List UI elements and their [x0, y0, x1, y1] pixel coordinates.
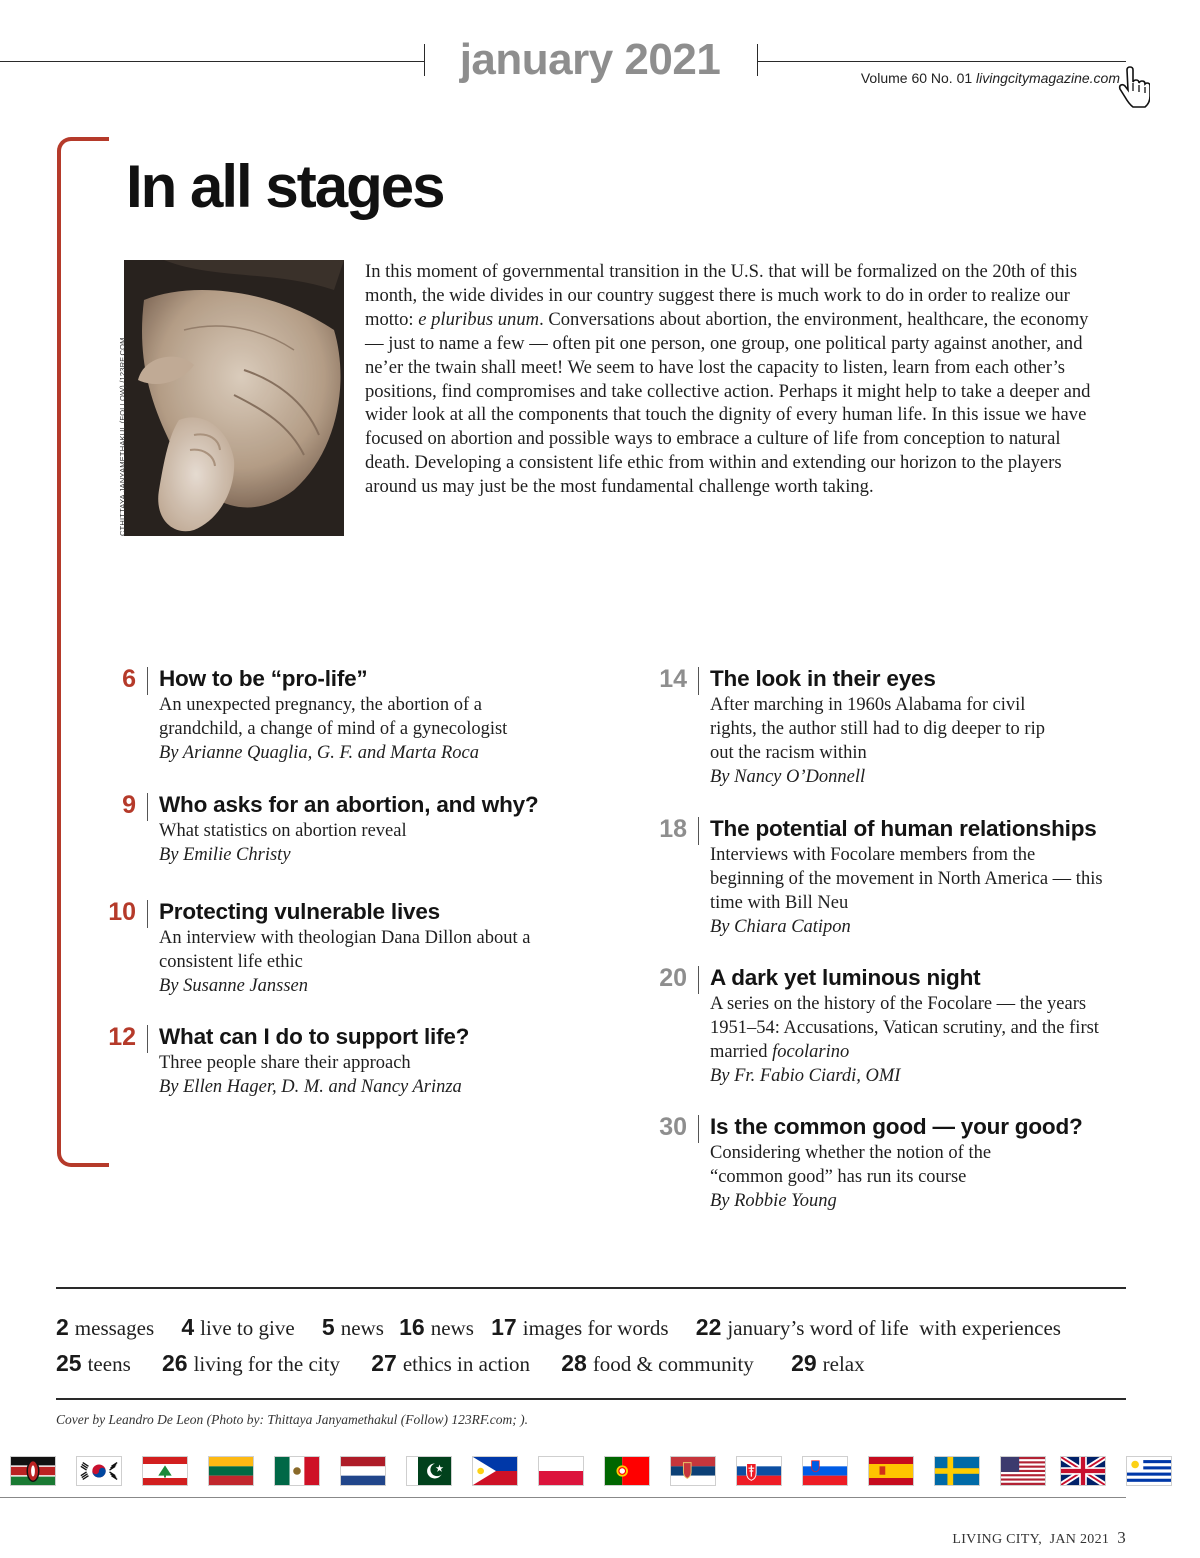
toc-author: By Fr. Fabio Ciardi, OMI — [710, 1066, 901, 1086]
uk-flag — [1060, 1456, 1106, 1486]
kenya-flag — [10, 1456, 56, 1486]
page-number: 3 — [1117, 1528, 1126, 1547]
department-page: 2 — [56, 1314, 69, 1340]
page-footer — [952, 1528, 1126, 1548]
department-page: 28 — [561, 1350, 587, 1376]
toc-title[interactable]: A dark yet luminous night — [710, 965, 981, 990]
slovenia-flag — [802, 1456, 848, 1486]
toc-description-italic: focolarino — [772, 1042, 850, 1062]
uruguay-flag — [1126, 1456, 1172, 1486]
department-label: food & community — [592, 1352, 754, 1376]
flag-strip — [0, 1456, 1200, 1488]
department-page: 16 — [399, 1314, 425, 1340]
cover-credit: Cover by Leandro De Leon (Photo by: Thittaya Janyamethakul (Follow) 123RF.com; ). — [56, 1412, 529, 1427]
department-page: 26 — [162, 1350, 188, 1376]
toc-page-number: 18 — [659, 815, 687, 843]
departments-rule-bottom — [56, 1398, 1126, 1400]
department-label: live to give — [200, 1316, 295, 1340]
toc-page-number: 20 — [659, 964, 687, 992]
page-title: In all stages — [126, 153, 444, 220]
department-item[interactable] — [561, 1349, 754, 1378]
toc-page-number: 6 — [122, 665, 136, 693]
intro-text-start: In this moment of governmental transition in the U.S. that will be formalized on the 20th of this month, the wide divides in our country suggest there is much work to do in order to realize our motto: — [365, 261, 1078, 330]
netherlands-flag — [340, 1456, 386, 1486]
department-item[interactable] — [181, 1313, 294, 1342]
toc-divider — [147, 900, 148, 928]
toc-divider — [698, 667, 699, 695]
department-label: images for words — [522, 1316, 669, 1340]
department-page: 29 — [791, 1350, 817, 1376]
toc-author: By Emilie Christy — [159, 845, 291, 865]
serbia-flag — [670, 1456, 716, 1486]
header-tick-right — [757, 44, 758, 76]
toc-title[interactable]: Protecting vulnerable lives — [159, 899, 440, 924]
photo-credit: CTHITTAYA JANYAMETHAKUL (FOLLOW) /123RF.COM — [118, 337, 127, 536]
department-label: living for the city — [193, 1352, 340, 1376]
department-label: messages — [74, 1316, 155, 1340]
lithuania-flag — [208, 1456, 254, 1486]
toc-author: By Robbie Young — [710, 1191, 837, 1211]
toc-description: What statistics on abortion reveal — [159, 821, 407, 841]
footer-rule — [0, 1497, 1126, 1498]
poland-flag — [538, 1456, 584, 1486]
toc-description: Interviews with Focolare members from the beginning of the movement in North America — this time with Bill Neu — [710, 845, 1103, 913]
toc-divider — [698, 966, 699, 994]
department-item[interactable] — [791, 1349, 865, 1378]
toc-title[interactable]: The potential of human relationships — [710, 816, 1097, 841]
sweden-flag — [934, 1456, 980, 1486]
department-item[interactable] — [322, 1313, 384, 1342]
department-label: relax — [822, 1352, 865, 1376]
header-rule-left — [0, 61, 424, 62]
toc-description — [710, 992, 1130, 1064]
toc-page-number: 12 — [108, 1023, 136, 1051]
toc-author: By Arianne Quaglia, G. F. and Marta Roca — [159, 743, 479, 763]
hand-pointer-icon — [1118, 66, 1150, 110]
departments-row-1 — [56, 1313, 1061, 1342]
toc-author: By Susanne Janssen — [159, 976, 308, 996]
toc-title[interactable]: Is the common good — your good? — [710, 1114, 1083, 1139]
department-item[interactable] — [371, 1349, 530, 1378]
department-label: january’s word of life with experiences — [727, 1316, 1061, 1340]
toc-description: Three people share their approach — [159, 1053, 411, 1073]
spain-flag — [868, 1456, 914, 1486]
department-item[interactable] — [696, 1313, 1061, 1342]
hands-photo — [124, 260, 344, 536]
toc-description-text: A series on the history of the Focolare — the years 1951–54: Accusations, Vatican scrutiny, and the first married — [710, 994, 1099, 1062]
volume-number: Volume 60 No. 01 — [860, 70, 973, 86]
department-item[interactable] — [399, 1313, 474, 1342]
south-korea-flag — [76, 1456, 122, 1486]
pakistan-flag — [406, 1456, 452, 1486]
department-page: 25 — [56, 1350, 82, 1376]
footer-magazine: LIVING CITY, JAN 2021 — [952, 1532, 1110, 1547]
portugal-flag — [604, 1456, 650, 1486]
departments-row-2 — [56, 1349, 865, 1378]
philippines-flag — [472, 1456, 518, 1486]
department-item[interactable] — [162, 1349, 340, 1378]
mexico-flag — [274, 1456, 320, 1486]
toc-description: An interview with theologian Dana Dillon about a consistent life ethic — [159, 928, 531, 972]
department-item[interactable] — [56, 1313, 154, 1342]
toc-title[interactable]: Who asks for an abortion, and why? — [159, 792, 539, 817]
toc-description: After marching in 1960s Alabama for civil rights, the author still had to dig deeper to rip out the racism within — [710, 695, 1045, 763]
toc-page-number: 14 — [659, 665, 687, 693]
toc-author: By Nancy O’Donnell — [710, 767, 866, 787]
header-tick-left — [424, 44, 425, 76]
slovakia-flag — [736, 1456, 782, 1486]
toc-divider — [147, 1025, 148, 1053]
department-page: 17 — [491, 1314, 517, 1340]
intro-paragraph — [365, 260, 1105, 499]
website-link[interactable]: livingcitymagazine.com — [976, 70, 1120, 86]
toc-description: An unexpected pregnancy, the abortion of a grandchild, a change of mind of a gynecologist — [159, 695, 508, 739]
departments-rule-top — [56, 1287, 1126, 1289]
department-page: 5 — [321, 1314, 335, 1340]
intro-text-end: . Conversations about abortion, the environment, healthcare, the economy — just to name a few — often pit one person, one group, one political party against another, and ne’er the twain shall meet! We seem to have lost the capacity to listen, learn from each other’s positions, find compromises and take collective action. Perhaps it might help to take a deeper and wider look at all the components that touch the dignity of every human life. In this issue we have focused on abortion and possible ways to embrace a culture of life from conception to natural death. Developing a consistent life ethic from within and extending our horizon to the players around us may just be the most fundamental challenge worth taking. — [365, 308, 1091, 498]
department-label: ethics in action — [402, 1352, 530, 1376]
intro-motto: e pluribus unum — [418, 308, 540, 330]
accent-bracket — [57, 137, 109, 1167]
department-page: 27 — [371, 1350, 397, 1376]
toc-page-number: 9 — [122, 791, 136, 819]
toc-title[interactable]: The look in their eyes — [710, 666, 936, 691]
department-item[interactable] — [491, 1313, 668, 1342]
department-label: news — [430, 1316, 474, 1340]
header-rule-right — [757, 61, 1126, 62]
toc-title[interactable]: How to be “pro-life” — [159, 666, 368, 691]
toc-divider — [147, 667, 148, 695]
lebanon-flag — [142, 1456, 188, 1486]
toc-divider — [698, 817, 699, 845]
department-label: teens — [87, 1352, 131, 1376]
toc-page-number: 10 — [108, 898, 136, 926]
department-label: news — [340, 1316, 384, 1340]
issue-month: january 2021 — [459, 35, 721, 84]
toc-divider — [698, 1115, 699, 1143]
volume-info — [861, 70, 1120, 86]
toc-author: By Chiara Catipon — [710, 917, 851, 937]
department-page: 22 — [695, 1314, 722, 1340]
department-page: 4 — [181, 1314, 195, 1340]
toc-page-number: 30 — [659, 1113, 687, 1141]
toc-author: By Ellen Hager, D. M. and Nancy Arinza — [159, 1077, 462, 1097]
usa-flag — [1000, 1456, 1046, 1486]
toc-description: Considering whether the notion of the “common good” has run its course — [710, 1143, 992, 1187]
department-item[interactable] — [56, 1349, 131, 1378]
toc-divider — [147, 793, 148, 821]
toc-title[interactable]: What can I do to support life? — [159, 1024, 470, 1049]
